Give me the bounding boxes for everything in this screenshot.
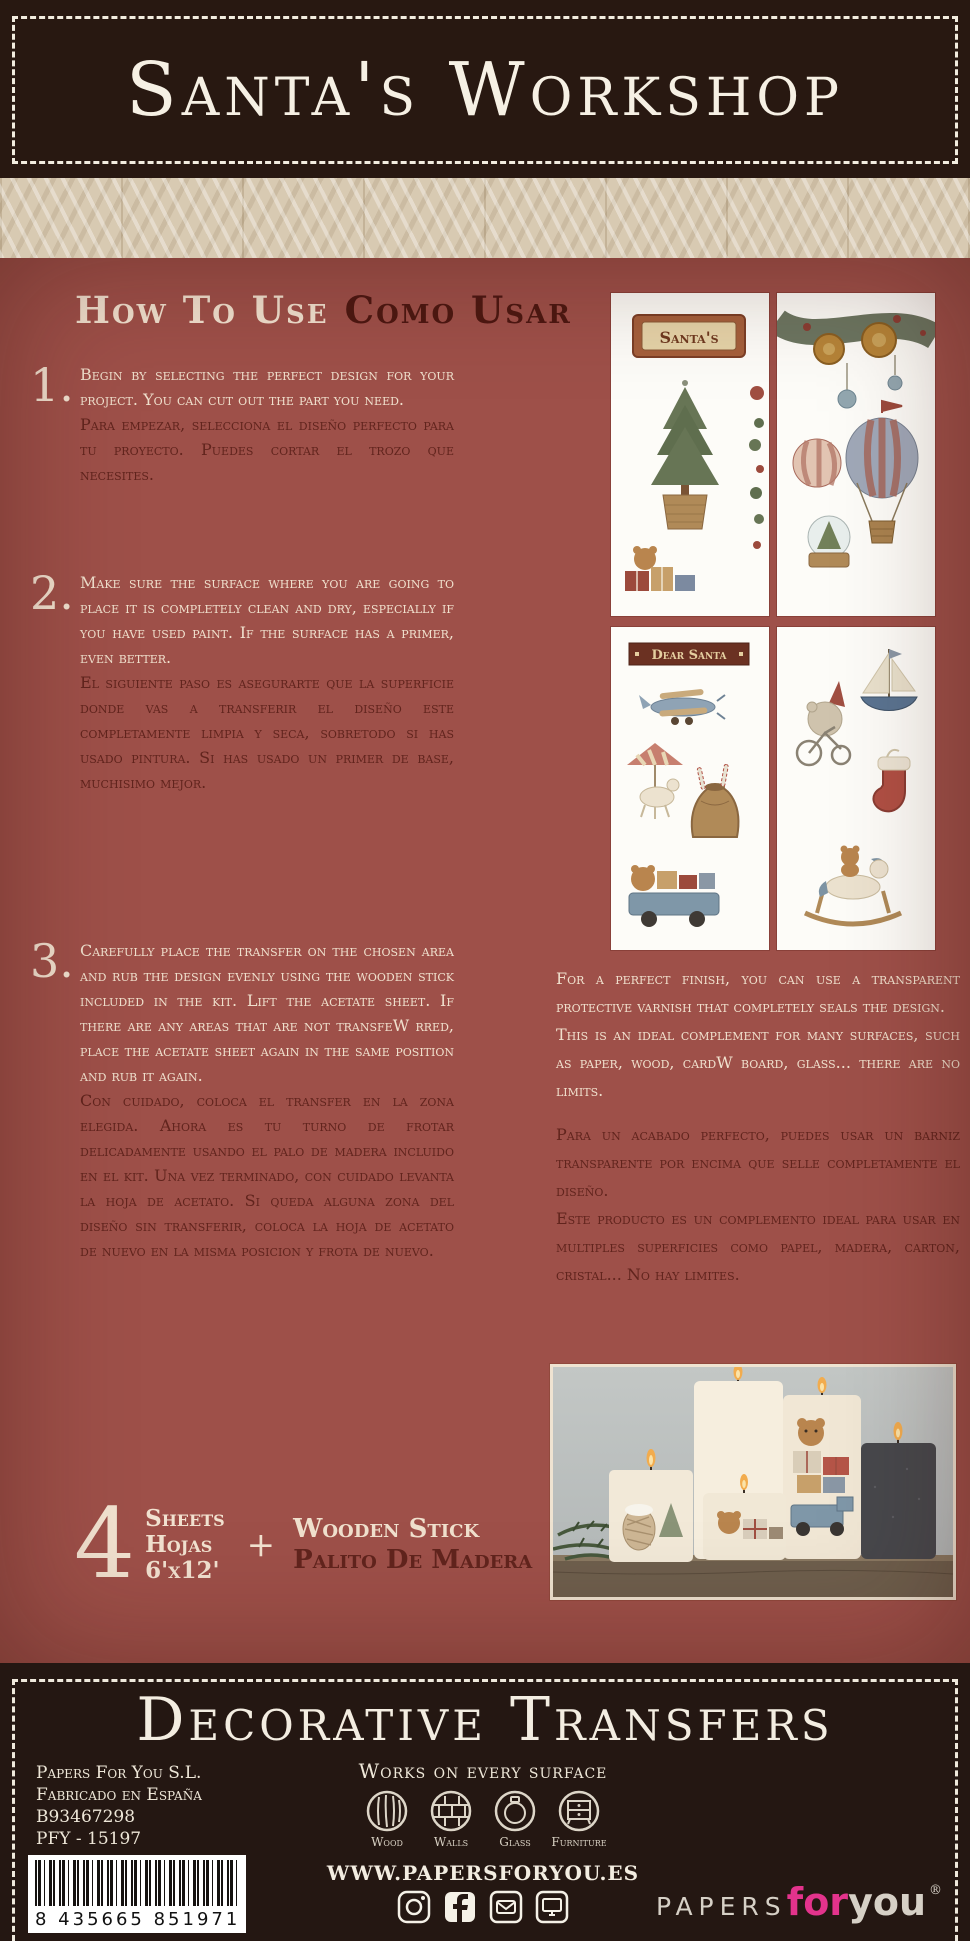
step-2-text-en: Make sure the surface where you are going to place it is completely clean and dry, especially if you have used paint. If the surface has a primer, even better. (80, 573, 454, 667)
heading-english: How To Use (75, 288, 329, 332)
finish-en-1: For a perfect finish, you can use a transparent protective varnish that completely seals the design. (556, 969, 960, 1016)
instruction-step-2 (30, 566, 454, 795)
surface-walls (424, 1789, 478, 1849)
sheets-label-es: Hojas (145, 1530, 213, 1558)
main-panel (0, 258, 970, 1663)
wood-icon (365, 1789, 409, 1833)
step-2-text-es: El siguiente paso es asegurarte que la superficie donde vas a transferir el diseño este completamente limpia y seca, sobretodo si has usado pintura. Si has usado un primer de base, muchisimo mejor. (80, 673, 454, 792)
finish-es-2: Este producto es un complemento ideal para usar en multiples superficies como papel, madera, carton, cristal... No hay limites. (556, 1209, 960, 1284)
wood-texture-strip (0, 178, 970, 258)
surface-glass-label: Glass (499, 1835, 531, 1849)
santas-sign-text: Santa's (659, 328, 719, 347)
sheet-preview-santas-tree (611, 293, 769, 616)
finish-es-1: Para un acabado perfecto, puedes usar un barniz transparente por encima que selle completamente el diseño. (556, 1125, 960, 1200)
footer-band (0, 1663, 970, 1941)
logo-you: you (848, 1880, 926, 1924)
logo-for: for (786, 1880, 849, 1924)
email-icon (489, 1890, 523, 1924)
step-1-text-es: Para empezar, selecciona el diseño perfecto para tu proyecto. Puedes cortar el trozo que necesites. (80, 415, 454, 484)
sheet-quantity: 4 (74, 1488, 136, 1600)
product-sheet-previews (611, 293, 935, 950)
product-type-title: Decorative Transfers (136, 1685, 834, 1755)
christmas-tree-sheet-image (611, 293, 769, 616)
surface-furniture (552, 1789, 606, 1849)
snow-globe (808, 516, 850, 567)
striped-ball (793, 439, 841, 487)
rocking-horse-sheet-image (777, 627, 935, 950)
sheet-preview-rocking-horse (777, 627, 935, 950)
wooden-stick-label-en: Wooden Stick (293, 1513, 480, 1544)
barcode (28, 1855, 246, 1933)
step-2-number: 2. (30, 566, 74, 620)
instagram-icon (397, 1890, 431, 1924)
made-in: Fabricado en España (36, 1785, 202, 1805)
dear-santa-sign (629, 643, 749, 665)
header-dashed-frame (12, 16, 958, 164)
walls-icon (429, 1789, 473, 1833)
step-3-number: 3. (30, 934, 74, 988)
monitor-icon (535, 1890, 569, 1924)
candles-photo-image (553, 1367, 953, 1597)
glass-icon (493, 1789, 537, 1833)
website-url: WWW.PAPERSFORYOU.ES (326, 1861, 640, 1885)
header-band (0, 0, 970, 178)
surfaces-block (308, 1759, 658, 1924)
step-3-text-en: Carefully place the transfer on the chosen area and rub the design evenly using the wooden stick included in the kit. Lift the acetate sheet. If there are any areas that are not transfeW rred, place the acetate sheet again in the same position and rub it again. (80, 941, 454, 1085)
social-icons (308, 1890, 658, 1924)
santas-plaque (633, 315, 745, 357)
step-1-number: 1. (30, 358, 74, 412)
furniture-icon (557, 1789, 601, 1833)
step-1-text-en: Begin by selecting the perfect design for your project. You can cut out the part you need. (80, 365, 454, 409)
finish-en-2: This is an ideal complement for many surfaces, such as paper, wood, cardW board, glass... there are no limits. (556, 1025, 960, 1100)
facebook-icon (443, 1890, 477, 1924)
heading-spanish: Como Usar (344, 288, 572, 332)
sheet-preview-balloon (777, 293, 935, 616)
dear-santa-sign-text: Dear Santa (651, 648, 727, 663)
company-id: B93467298 (36, 1807, 136, 1827)
wooden-stick-label-es: Palito De Madera (293, 1544, 533, 1575)
surface-glass (488, 1789, 542, 1849)
barcode-digits: 8 435665 851971 (35, 1909, 241, 1930)
teddy-gifts-candle (783, 1377, 861, 1559)
registered-mark: ® (929, 1883, 942, 1898)
surfaces-title: Works on every surface (358, 1759, 608, 1783)
step-3-text-es: Con cuidado, coloca el transfer en la zona elegida. Ahora es tu turno de frotar delicadamente usando el palo de madera incluido en el kit. Una vez terminado, con cuidado levanta la hoja de acetato. Si queda alguna zona del diseño sin transferir, coloca la hoja de acetato de nuevo en la misma posicion y frota de nuevo. (80, 1091, 454, 1260)
barcode-bars (35, 1860, 239, 1906)
sheet-preview-dear-santa (611, 627, 769, 950)
instruction-step-1 (30, 358, 454, 487)
surface-furniture-label: Furniture (551, 1835, 607, 1849)
instruction-step-3 (30, 934, 454, 1263)
ornaments-balloon-sheet-image (777, 293, 935, 616)
surface-wood-label: Wood (371, 1835, 403, 1849)
surface-walls-label: Walls (433, 1835, 469, 1849)
candles-example-photo (550, 1364, 956, 1600)
logo-papers: PAPERS (655, 1892, 787, 1921)
finish-note (556, 965, 960, 1289)
sheets-label-en: Sheets (145, 1504, 225, 1532)
plus-sign: + (246, 1524, 276, 1565)
company-name: Papers For You S.L. (36, 1763, 202, 1783)
how-to-use-heading (75, 288, 572, 332)
surface-wood (360, 1789, 414, 1849)
dear-santa-toys-sheet-image (611, 627, 769, 950)
company-info (36, 1762, 202, 1850)
kit-contents (74, 1488, 533, 1600)
papersforyou-logo (655, 1880, 942, 1924)
product-ref: PFY - 15197 (36, 1829, 142, 1849)
sheet-size: 6'x12' (145, 1556, 220, 1584)
product-title: Santa's Workshop (126, 47, 844, 133)
